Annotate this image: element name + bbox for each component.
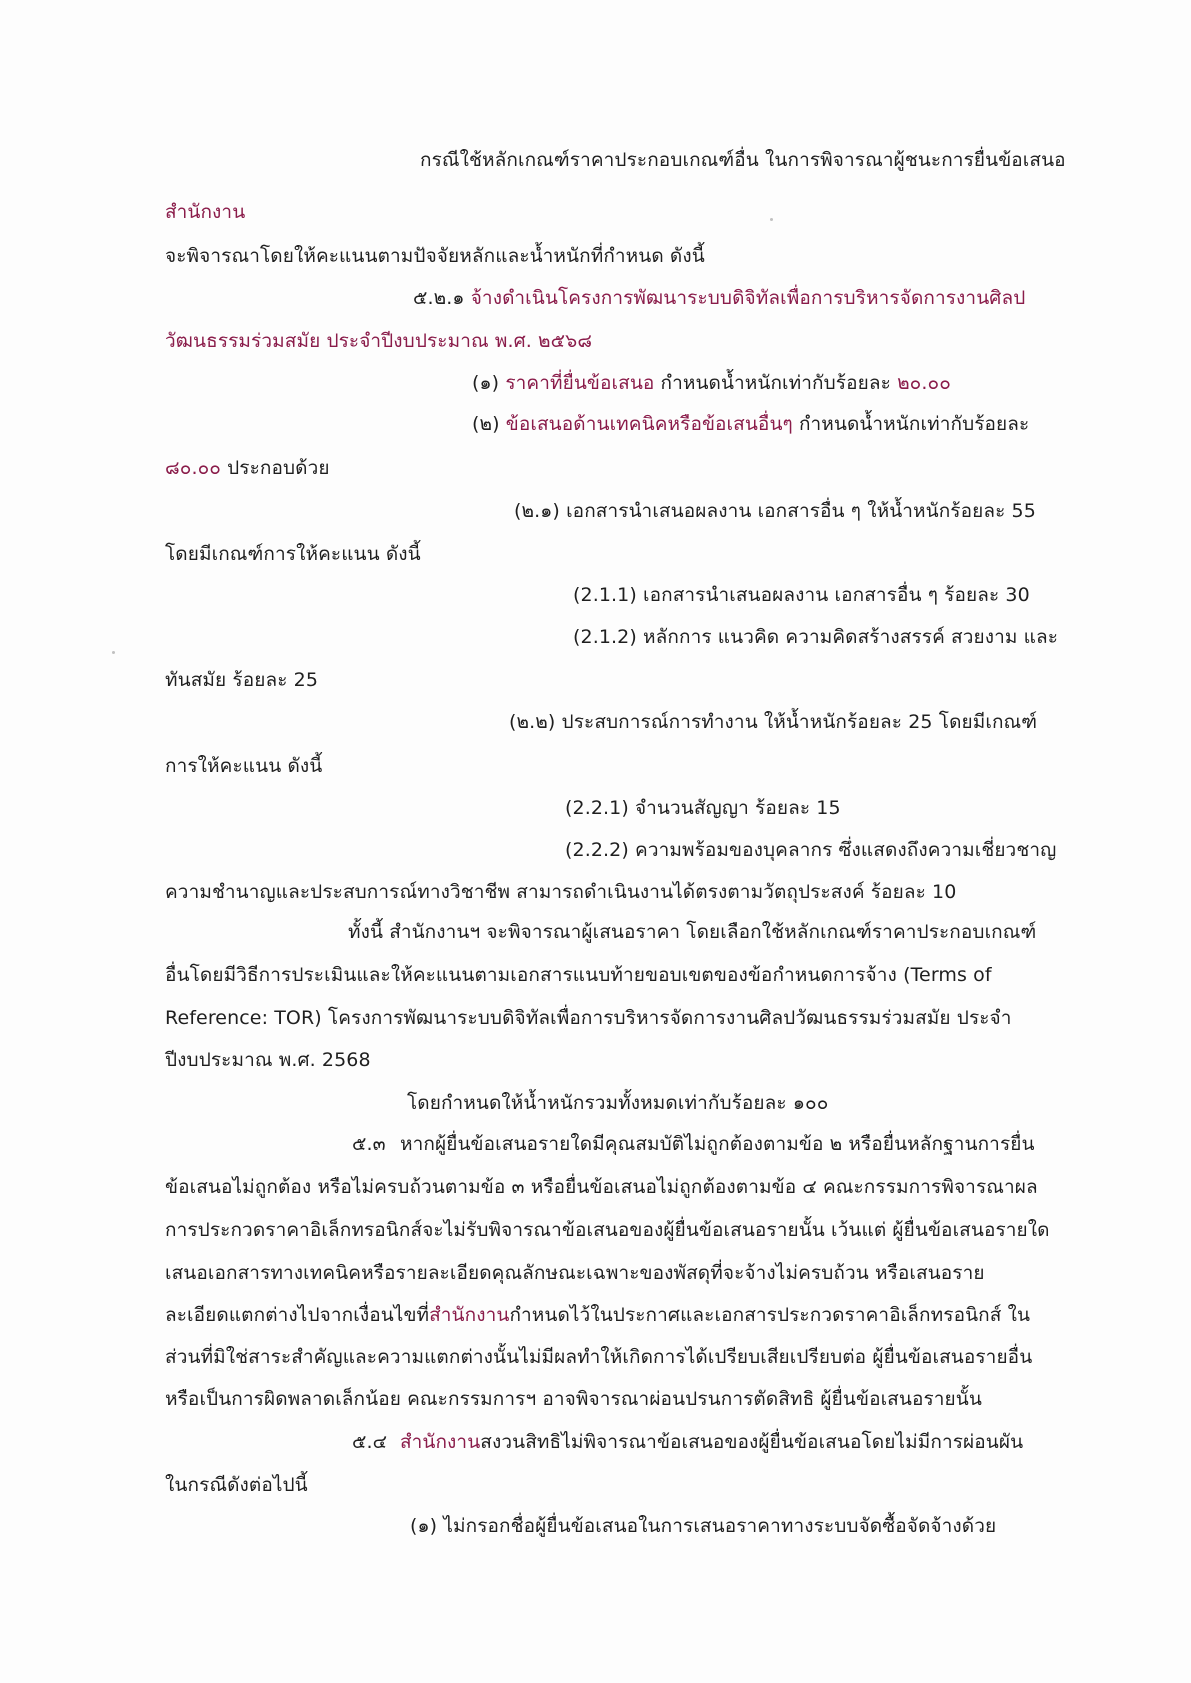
paragraph-line	[165, 1217, 1050, 1243]
paragraph-line	[165, 199, 245, 225]
list-item	[472, 411, 1029, 437]
highlighted-text: สำนักงาน	[165, 201, 246, 223]
paragraph-line	[165, 541, 421, 567]
paragraph-line	[165, 1472, 308, 1498]
highlighted-text: ราคาที่ยื่นข้อเสนอ	[505, 372, 655, 394]
text-segment: โดยกำหนดให้น้ำหนักรวมทั้งหมดเท่ากับร้อยละ ๑๐๐	[407, 1092, 829, 1114]
text-segment: สงวนสิทธิไม่พิจารณาข้อเสนอของผู้ยื่นข้อเสนอโดยไม่มีการผ่อนผัน	[480, 1431, 1024, 1453]
paragraph-line	[165, 1174, 1038, 1200]
text-segment: การประกวดราคาอิเล็กทรอนิกส์จะไม่รับพิจารณาข้อเสนอของผู้ยื่นข้อเสนอรายนั้น เว้นแต่ ผู้ยื่นข้อเสนอรายใด	[165, 1219, 1050, 1241]
text-segment: ๕.๒.๑	[413, 287, 471, 309]
scan-speck	[112, 651, 115, 654]
text-segment: โดยมีเกณฑ์การให้คะแนน ดังนี้	[165, 543, 421, 565]
list-item	[472, 370, 951, 396]
paragraph-line	[165, 455, 330, 481]
paragraph-line	[348, 919, 1036, 945]
paragraph-line	[165, 879, 956, 905]
text-segment: ทันสมัย ร้อยละ 25	[165, 669, 319, 691]
text-segment: (2.2.2) ความพร้อมของบุคลากร ซึ่งแสดงถึงความเชี่ยวชาญ	[565, 839, 1057, 861]
highlighted-text: จ้างดำเนินโครงการพัฒนาระบบดิจิทัลเพื่อการบริหารจัดการงานศิลป	[470, 287, 1026, 309]
text-segment: กำหนดน้ำหนักเท่ากับร้อยละ	[792, 413, 1030, 435]
paragraph-line	[165, 1386, 982, 1412]
highlighted-text: ๘๐.๐๐	[165, 457, 221, 479]
paragraph-line	[165, 1344, 1032, 1370]
text-segment: กรณีใช้หลักเกณฑ์ราคาประกอบเกณฑ์อื่น ในการพิจารณาผู้ชนะการยื่นข้อเสนอ	[420, 149, 1066, 171]
section-number: ๕.๔	[352, 1431, 388, 1453]
paragraph-line	[165, 1260, 985, 1286]
text-segment: กำหนดน้ำหนักเท่ากับร้อยละ	[654, 372, 898, 394]
text-segment: (2.2.1) จำนวนสัญญา ร้อยละ 15	[565, 797, 841, 819]
text-segment: ความชำนาญและประสบการณ์ทางวิชาชีพ สามารถดำเนินงานได้ตรงตามวัตถุประสงค์ ร้อยละ 10	[165, 881, 957, 903]
text-segment: อื่นโดยมีวิธีการประเมินและให้คะแนนตามเอกสารแนบท้ายขอบเขตของข้อกำหนดการจ้าง (Terms of	[165, 964, 992, 986]
paragraph-line	[165, 753, 322, 779]
text-segment: (๒.๑) เอกสารนำเสนอผลงาน เอกสารอื่น ๆ ให้น้ำหนักร้อยละ 55	[514, 500, 1036, 522]
paragraph-line	[165, 1302, 1030, 1328]
text-segment: ข้อเสนอไม่ถูกต้อง หรือไม่ครบถ้วนตามข้อ ๓ หรือยื่นข้อเสนอไม่ถูกต้องตามข้อ ๔ คณะกรรมการพิจารณาผล	[165, 1176, 1038, 1198]
text-segment: การให้คะแนน ดังนี้	[165, 755, 323, 777]
text-segment: ละเอียดแตกต่างไปจากเงื่อนไขที่	[165, 1304, 430, 1326]
section-heading	[352, 1131, 1035, 1157]
text-segment: ส่วนที่มิใช่สาระสำคัญและความแตกต่างนั้นไม่มีผลทำให้เกิดการได้เปรียบเสียเปรียบต่อ ผู้ยื่นข้อเสนอรายอื่น	[165, 1346, 1033, 1368]
list-item	[565, 837, 1056, 863]
highlighted-text: ข้อเสนอด้านเทคนิคหรือข้อเสนอื่นๆ	[505, 413, 793, 435]
text-segment: จะพิจารณาโดยให้คะแนนตามปัจจัยหลักและน้ำหนักที่กำหนด ดังนี้	[165, 245, 705, 267]
text-segment: ในกรณีดังต่อไปนี้	[165, 1474, 308, 1496]
section-number: ๕.๓	[352, 1133, 386, 1155]
list-item	[514, 498, 1036, 524]
list-item	[573, 582, 1030, 608]
section-heading	[352, 1429, 1023, 1455]
text-segment: หรือเป็นการผิดพลาดเล็กน้อย คณะกรรมการฯ อาจพิจารณาผ่อนปรนการตัดสิทธิ ผู้ยื่นข้อเสนอรายนั้น	[165, 1388, 982, 1410]
text-segment: (2.1.2) หลักการ แนวคิด ความคิดสร้างสรรค์ สวยงาม และ	[573, 626, 1059, 648]
paragraph-line	[165, 1005, 1011, 1031]
text-segment: (๒.๒) ประสบการณ์การทำงาน ให้น้ำหนักร้อยละ 25 โดยมีเกณฑ์	[509, 711, 1038, 733]
highlighted-text: สำนักงาน	[429, 1304, 510, 1326]
text-segment: Reference: TOR) โครงการพัฒนาระบบดิจิทัลเพื่อการบริหารจัดการงานศิลปวัฒนธรรมร่วมสมัย ประจำ	[165, 1007, 1012, 1029]
text-segment: (๒)	[472, 413, 506, 435]
highlighted-text: วัฒนธรรมร่วมสมัย ประจำปีงบประมาณ พ.ศ. ๒๕๖๘	[165, 330, 593, 352]
paragraph-line	[420, 147, 1066, 173]
list-item	[410, 1513, 996, 1539]
highlighted-text: สำนักงาน	[400, 1431, 481, 1453]
paragraph-line	[165, 1047, 371, 1073]
text-segment: หากผู้ยื่นข้อเสนอรายใดมีคุณสมบัติไม่ถูกต้องตามข้อ ๒ หรือยื่นหลักฐานการยื่น	[400, 1133, 1035, 1155]
scan-speck	[770, 218, 773, 221]
paragraph-line	[165, 962, 992, 988]
paragraph-line	[165, 667, 318, 693]
list-item	[565, 795, 841, 821]
paragraph-line	[165, 243, 705, 269]
list-item	[509, 709, 1037, 735]
highlighted-text: ๒๐.๐๐	[897, 372, 951, 394]
paragraph-line	[407, 1090, 828, 1116]
text-segment: ปีงบประมาณ พ.ศ. 2568	[165, 1049, 371, 1071]
text-segment: กำหนดไว้ในประกาศและเอกสารประกวดราคาอิเล็กทรอนิกส์ ใน	[509, 1304, 1031, 1326]
text-segment: (2.1.1) เอกสารนำเสนอผลงาน เอกสารอื่น ๆ ร้อยละ 30	[573, 584, 1030, 606]
text-segment: เสนอเอกสารทางเทคนิคหรือรายละเอียดคุณลักษณะเฉพาะของพัสดุที่จะจ้างไม่ครบถ้วน หรือเสนอราย	[165, 1262, 985, 1284]
text-segment: ประกอบด้วย	[221, 457, 330, 479]
text-segment: (๑)	[472, 372, 506, 394]
paragraph-line	[165, 328, 592, 354]
section-heading	[413, 285, 1025, 311]
list-item	[573, 624, 1058, 650]
text-segment: ทั้งนี้ สำนักงานฯ จะพิจารณาผู้เสนอราคา โดยเลือกใช้หลักเกณฑ์ราคาประกอบเกณฑ์	[348, 921, 1037, 943]
text-segment: (๑) ไม่กรอกชื่อผู้ยื่นข้อเสนอในการเสนอราคาทางระบบจัดซื้อจัดจ้างด้วย	[410, 1515, 997, 1537]
